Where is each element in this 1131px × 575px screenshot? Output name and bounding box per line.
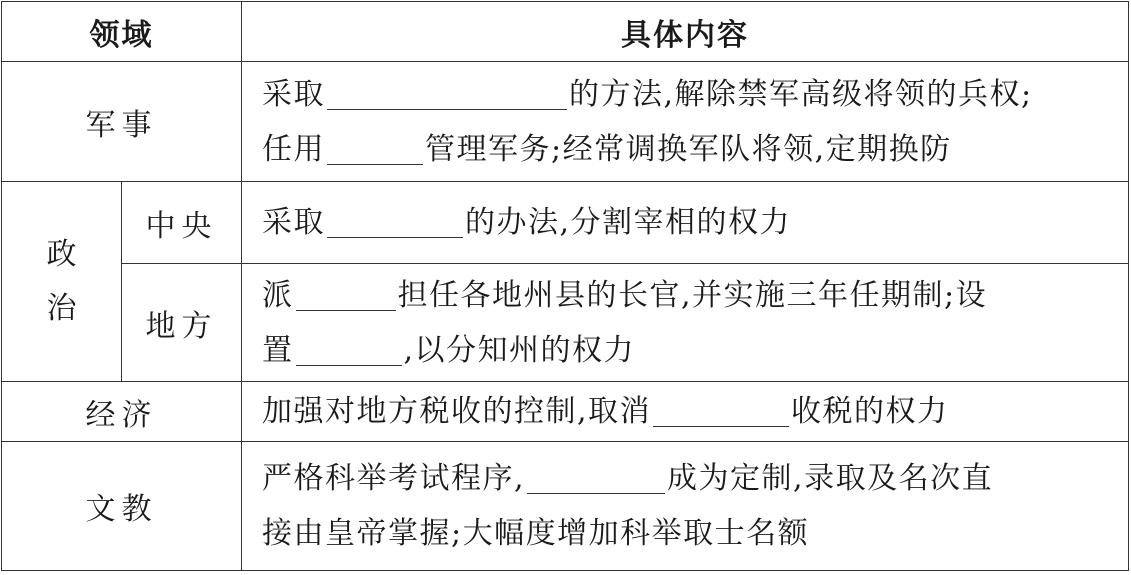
- header-domain: 领域: [2, 2, 242, 62]
- blank-6: [653, 396, 789, 427]
- blank-4: [296, 280, 396, 311]
- row-military: [2, 62, 1129, 182]
- label-culture: 文教: [2, 442, 242, 571]
- economy-text-a: 加强对地方税收的控制,取消: [262, 394, 652, 429]
- header-content: 具体内容: [242, 2, 1129, 62]
- blank-1: [327, 79, 567, 110]
- label-military: 军事: [2, 62, 242, 182]
- culture-text-1a: 严格科举考试程序,: [262, 461, 526, 496]
- military-text-2a: 任用: [262, 131, 325, 167]
- blank-7: [527, 463, 665, 494]
- local-text-2a: 置: [262, 332, 294, 368]
- blank-5: [296, 335, 402, 366]
- row-economy: [2, 382, 1129, 442]
- military-line-2: [262, 122, 1122, 177]
- cell-economy-content: [242, 382, 1129, 442]
- cell-military-content: [242, 62, 1129, 182]
- cell-central-content: [242, 182, 1129, 264]
- military-text-1a: 采取: [262, 76, 325, 112]
- culture-text-1b: 成为定制,录取及名次直: [667, 461, 994, 496]
- local-text-2b: ,以分知州的权力: [403, 332, 636, 368]
- header-row: [2, 2, 1129, 62]
- label-politics-1: 政: [46, 236, 77, 272]
- military-text-2b: 管理军务;经常调换军队将领,定期换防: [425, 131, 952, 167]
- local-line-1: [262, 268, 1122, 323]
- economy-text-b: 收税的权力: [791, 394, 949, 429]
- military-line-1: [262, 67, 1122, 122]
- label-politics-2: 治: [46, 290, 77, 326]
- row-culture: [2, 442, 1129, 571]
- cell-culture-content: [242, 442, 1129, 571]
- blank-3: [327, 207, 463, 238]
- local-line-2: [262, 323, 1122, 378]
- label-economy: 经济: [2, 382, 242, 442]
- blank-2: [327, 134, 423, 165]
- local-text-1a: 派: [262, 277, 294, 313]
- row-politics-local: [2, 264, 1129, 382]
- central-text-b: 的办法,分割宰相的权力: [465, 205, 792, 240]
- row-politics-central: [2, 182, 1129, 264]
- label-local: 地方: [122, 264, 242, 382]
- culture-line-1: [262, 451, 1122, 506]
- content-table: [1, 1, 1129, 571]
- label-politics: [2, 182, 122, 382]
- central-text-a: 采取: [262, 205, 325, 240]
- culture-line-2: 接由皇帝掌握;大幅度增加科举取士名额: [262, 516, 810, 551]
- military-text-1b: 的方法,解除禁军高级将领的兵权;: [569, 76, 1033, 112]
- local-text-1b: 担任各地州县的长官,并实施三年任期制;设: [397, 277, 988, 313]
- cell-local-content: [242, 264, 1129, 382]
- label-central: 中央: [122, 182, 242, 264]
